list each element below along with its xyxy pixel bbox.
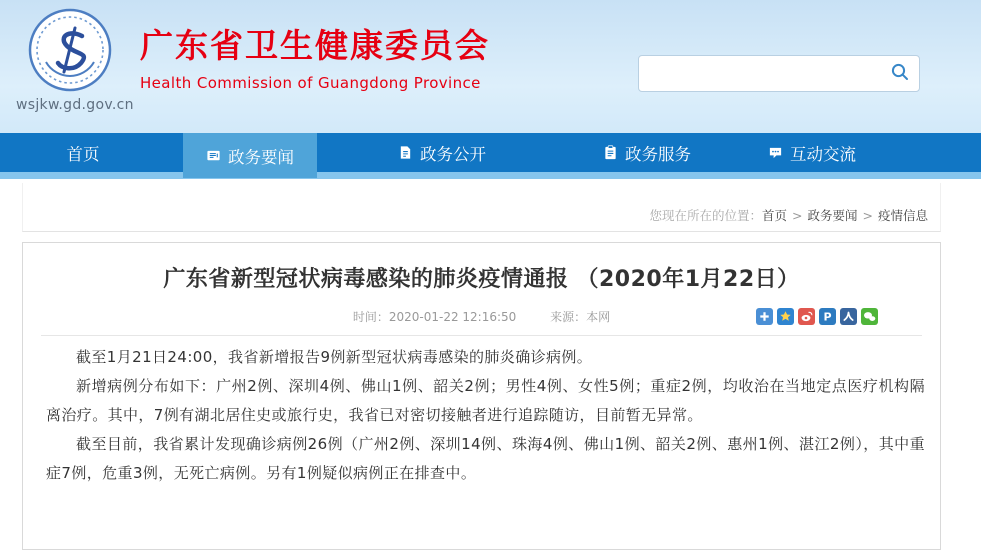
article-paragraph: 截至目前，我省累计发现确诊病例26例（广州2例、深圳14例、珠海4例、佛山1例、韶关2例、惠州1例、湛江2例），其中重症7例，危重3例，无死亡病例。另有1例疑似病例正在排查中。 — [46, 435, 925, 482]
article-time: 时间：2020-01-22 12:16:50 — [352, 310, 517, 324]
nav-item-label: 互动交流 — [790, 144, 856, 164]
chat-icon — [768, 145, 783, 160]
renren-icon[interactable] — [840, 308, 857, 325]
breadcrumb-separator: > — [792, 208, 803, 223]
nav-item-label: 政务公开 — [420, 144, 486, 164]
nav-item-label: 政务服务 — [625, 144, 691, 164]
nav-item-5[interactable] — [727, 133, 897, 172]
doc-icon — [398, 145, 413, 160]
share-plus-icon[interactable] — [756, 308, 773, 325]
site-header — [0, 0, 981, 133]
site-titles — [140, 26, 490, 92]
nav-strip — [0, 172, 981, 179]
search-button[interactable] — [881, 56, 919, 91]
breadcrumb-prefix: 您现在所在的位置： — [649, 208, 762, 223]
site-title: 广东省卫生健康委员会 — [140, 26, 490, 65]
nav-item-3[interactable] — [317, 133, 567, 172]
breadcrumb-link-1[interactable]: 首页 — [761, 208, 787, 223]
breadcrumb-separator: > — [862, 208, 873, 223]
search-icon — [890, 62, 910, 85]
svg-text:P: P — [823, 310, 832, 324]
search-input[interactable] — [639, 56, 881, 91]
article-meta — [23, 308, 940, 326]
nav-item-1[interactable] — [0, 133, 166, 172]
clipboard-icon — [603, 145, 618, 160]
breadcrumb-panel — [22, 183, 941, 232]
article-paragraph: 新增病例分布如下：广州2例、深圳4例、佛山1例、韶关2例；男性4例、女性5例；重症2例，均收治在当地定点医疗机构隔离治疗。其中，7例有湖北居住史或旅行史，我省已对密切接触者进行追踪随访，目前暂无异常。 — [46, 377, 925, 424]
site-subtitle: Health Commission of Guangdong Province — [140, 73, 481, 92]
article-panel — [22, 242, 941, 550]
main-nav — [0, 133, 981, 172]
article-title: 广东省新型冠状病毒感染的肺炎疫情通报 （2020年1月22日） — [163, 267, 800, 292]
breadcrumb — [649, 206, 928, 224]
news-icon — [206, 148, 221, 163]
share-bar — [756, 308, 878, 325]
article-body — [23, 336, 940, 488]
breadcrumb-link-2[interactable]: 政务要闻 — [807, 208, 858, 223]
site-logo-block[interactable] — [16, 8, 134, 113]
breadcrumb-link-3[interactable]: 疫情信息 — [877, 208, 928, 223]
qzone-icon[interactable] — [777, 308, 794, 325]
search-box — [638, 55, 920, 92]
nav-item-4[interactable] — [567, 133, 727, 172]
article-paragraph: 截至1月21日24:00，我省新增报告9例新型冠状病毒感染的肺炎确诊病例。 — [76, 348, 593, 366]
tieba-icon[interactable] — [819, 308, 836, 325]
nav-item-label: 政务要闻 — [228, 147, 294, 167]
site-url: wsjkw.gd.gov.cn — [16, 97, 134, 113]
site-logo-icon — [28, 77, 112, 96]
wechat-icon[interactable] — [861, 308, 878, 325]
nav-item-2[interactable] — [183, 133, 317, 178]
article-source: 来源：本网 — [550, 310, 611, 324]
nav-item-label: 首页 — [66, 144, 100, 164]
weibo-icon[interactable] — [798, 308, 815, 325]
